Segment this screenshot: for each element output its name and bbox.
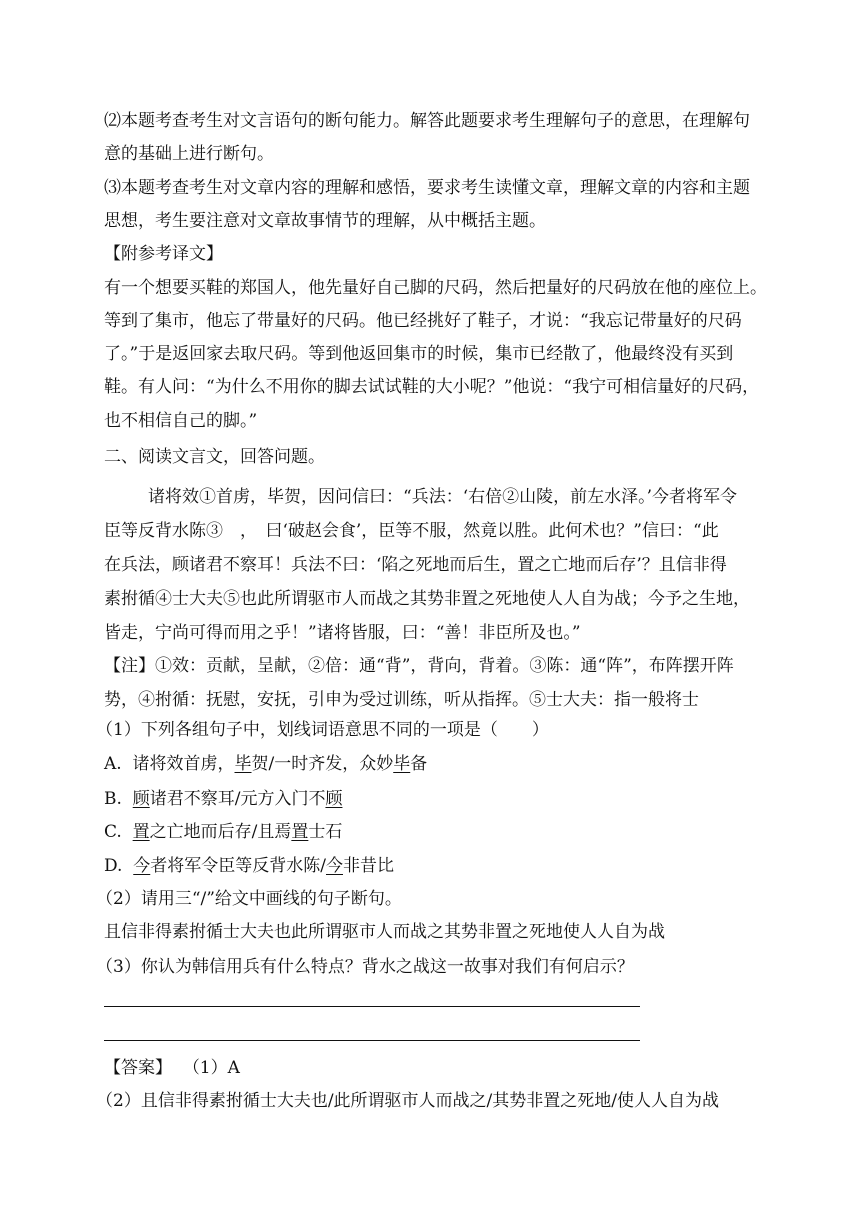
question-1: （1）下列各组句子中，划线词语意思不同的一项是（ ） [96, 720, 549, 740]
passage-line: 臣等反背水陈③ ， 曰‘破赵会食’，臣等不服，然竟以胜。此何术也？”信曰：“此 [104, 521, 719, 541]
passage-line: 皆走，宁尚可得而用之乎！”诸将皆服，曰：“善！非臣所及也。” [104, 623, 581, 643]
section-heading: 二、阅读文言文，回答问题。 [104, 447, 325, 467]
option-d: D. 今者将军令臣等反背水陈/今非昔比 [104, 856, 394, 876]
answer-line [104, 1040, 640, 1041]
passage-line: 诸将效①首虏，毕贺，因问信曰：“兵法：‘右倍②山陵，前左水泽。’今者将军令 [148, 487, 737, 507]
text-line: 有一个想要买鞋的郑国人，他先量好自己脚的尺码，然后把量好的尺码放在他的座位上。 [104, 278, 767, 298]
text-line: 等到了集市，他忘了带量好的尺码。他已经挑好了鞋子，才说：“我忘记带量好的尺码 [104, 311, 742, 331]
text-line: 意的基础上进行断句。 [104, 144, 274, 164]
option-a: A. 诸将效首虏，毕贺/一时齐发，众妙毕备 [104, 754, 428, 774]
option-b: B. 顾诸君不察耳/元方入门不顾 [104, 789, 343, 809]
text-line: 了。”于是返回家去取尺码。等到他返回集市的时候，集市已经散了，他最终没有买到 [104, 344, 734, 364]
text-line: ⑵本题考查考生对文言语句的断句能力。解答此题要求考生理解句子的意思，在理解句 [104, 111, 750, 131]
text-line: 鞋。有人问：“为什么不用你的脚去试试鞋的大小呢？”他说：“我宁可相信量好的尺码， [104, 377, 760, 397]
text-line: ⑶本题考查考生对文章内容的理解和感悟，要求考生读懂文章，理解文章的内容和主题 [104, 178, 750, 198]
answer-2: （2）且信非得素拊循士大夫也/此所谓驱市人而战之/其势非置之死地/使人人自为战 [96, 1091, 719, 1111]
sentence-to-punctuate: 且信非得素拊循士大夫也此所谓驱市人而战之其势非置之死地使人人自为战 [104, 922, 665, 942]
question-2: （2）请用三“/”给文中画线的句子断句。 [96, 889, 402, 909]
text-line: 也不相信自己的脚。” [104, 411, 258, 431]
passage-line: 素拊循④士大夫⑤也此所谓驱市人而战之其势非置之死地使人人自为战；今予之生地， [104, 589, 750, 609]
section-heading: 【附参考译文】 [104, 244, 223, 264]
option-c: C. 置之亡地而后存/且焉置士石 [104, 822, 343, 842]
note-line: 【注】①效：贡献，呈献，②倍：通“背”，背向，背着。③陈：通“阵”，布阵摆开阵 [104, 656, 734, 676]
text-line: 思想，考生要注意对文章故事情节的理解，从中概括主题。 [104, 211, 546, 231]
passage-line: 在兵法，顾诸君不察耳！兵法不曰：‘陷之死地而后生，置之亡地而后存’？且信非得 [104, 555, 727, 575]
answer-block [104, 1058, 240, 1078]
answer-label: 【答案】 [104, 1058, 172, 1078]
question-3: （3）你认为韩信用兵有什么特点？背水之战这一故事对我们有何启示？ [96, 957, 634, 977]
answer-text: （1）A [182, 1058, 240, 1078]
note-line: 势，④拊循：抚慰，安抚，引申为受过训练，听从指挥。⑤士大夫：指一般将士 [104, 690, 699, 710]
answer-line [104, 1006, 640, 1007]
